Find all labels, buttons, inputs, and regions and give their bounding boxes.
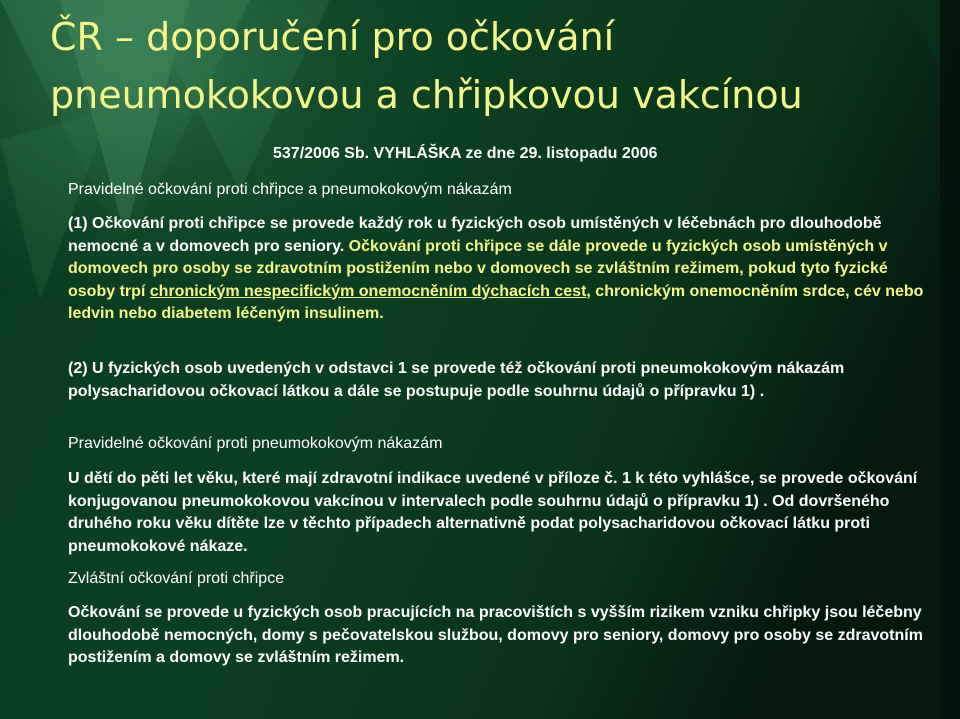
paragraph-2: (2) U fyzických osob uvedených v odstavci 1 se provede též očkování proti pneumokokovým nákazám polysacharidovou očkovací látkou a dále se postupuje podle souhrnu údajů o přípravku 1) . xyxy=(68,360,845,400)
paragraph-1-link[interactable]: chronickým nespecifickým onemocněním dýchacích cest xyxy=(149,282,587,300)
paragraph-3: U dětí do pěti let věku, které mají zdravotní indikace uvedené v příloze č. 1 k této vyhlášce, se provede očkování konjugovanou pneumokokovou vakcínou v intervalech podle souhrnu údajů o přípravku 1) . Od dovršeného druhého roku věku dítěte lze v těchto případech alternativně podat polysacharidovou očkovací látku proti pneumokokové nákaze. xyxy=(68,470,918,555)
paragraph-1-part-2: Očkování proti chřipce se dále provede u fyzických osob umístěných v domovech pro osoby se zdravotním postižením nebo v domovech se zvláštním režimem, pokud tyto fyzické osoby trpí xyxy=(68,237,888,300)
title-line-2: pneumokokovou a chřipkovou vakcínou xyxy=(50,73,803,117)
paragraph-1-part-1: (1) Očkování proti chřipce se provede každý rok u fyzických osob umístěných v léčebnách pro dlouhodobě nemocné a v domovech pro seniory. xyxy=(68,215,882,255)
section-heading-pneumococcal: Pravidelné očkování proti pneumokokovým nákazám xyxy=(68,435,443,452)
section-heading-special-influenza: Zvláštní očkování proti chřipce xyxy=(68,570,285,587)
paragraph-1-part-3: , chronickým onemocněním srdce, cév nebo ledvin nebo diabetem léčeným insulinem. xyxy=(68,282,924,322)
paragraph-1 xyxy=(68,213,938,326)
title-line-1: ČR – doporučení pro očkování xyxy=(50,15,615,59)
decree-subtitle: 537/2006 Sb. VYHLÁŠKA ze dne 29. listopadu 2006 xyxy=(273,145,658,162)
paragraph-4: Očkování se provede u fyzických osob pracujících na pracovištích s vyšším rizikem vzniku chřipky jsou léčebny dlouhodobě nemocných, domy s pečovatelskou službou, domovy pro seniory, domovy pro osoby se zdravotním postižením a domovy se zvláštním režimem. xyxy=(68,604,923,666)
section-heading-influenza-pneumococcal: Pravidelné očkování proti chřipce a pneumokokovým nákazám xyxy=(68,181,512,198)
slide-title xyxy=(50,8,950,124)
